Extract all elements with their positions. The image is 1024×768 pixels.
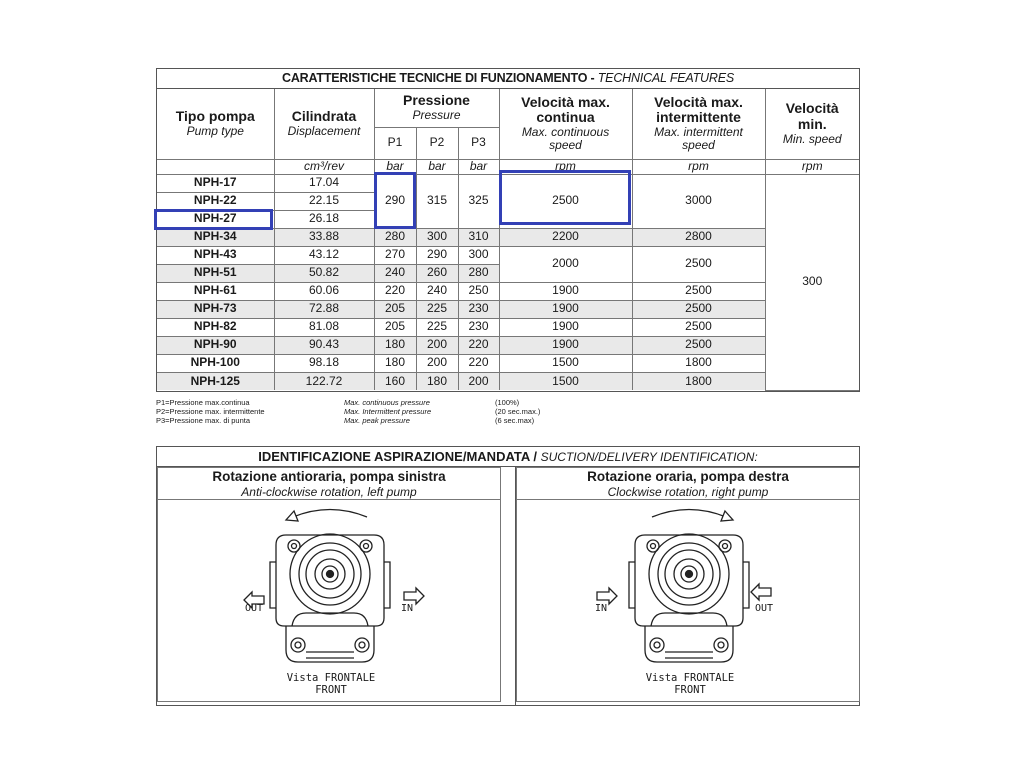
table-row <box>157 354 859 372</box>
cont-speed-cell: 1900 <box>499 300 632 318</box>
pump-type-cell: NPH-34 <box>157 228 274 246</box>
right-pump-drawing <box>516 500 860 702</box>
p1-cell: 220 <box>374 282 416 300</box>
p1-cell: 240 <box>374 264 416 282</box>
pump-type-cell: NPH-73 <box>157 300 274 318</box>
header-pressure-it: Pressione <box>403 92 470 109</box>
table-row <box>157 336 859 354</box>
unit-p1: bar <box>374 159 416 174</box>
header-pump-it: Tipo pompa <box>175 108 255 125</box>
p2-cell: 200 <box>416 336 458 354</box>
p3-cell: 300 <box>458 246 499 264</box>
header-disp-it: Cilindrata <box>291 108 357 125</box>
legend-line: Max. peak pressure <box>344 416 410 425</box>
p2-cell: 260 <box>416 264 458 282</box>
unit-empty <box>157 159 274 174</box>
legend-line: Max. Intermittent pressure <box>344 407 432 416</box>
min-speed-cell: 300 <box>765 174 859 390</box>
inter-speed-cell: 1800 <box>632 372 765 390</box>
ident-title <box>157 447 859 467</box>
table-row <box>157 318 859 336</box>
pump-type-cell: NPH-90 <box>157 336 274 354</box>
displacement-cell: 60.06 <box>274 282 374 300</box>
cont-speed-cell: 1900 <box>499 282 632 300</box>
pump-type-cell: NPH-27 <box>157 210 274 228</box>
out-port-label: OUT <box>755 603 774 614</box>
front-view-caption <box>251 672 411 696</box>
unit-p3: bar <box>458 159 499 174</box>
p1-cell: 205 <box>374 300 416 318</box>
legend-duration <box>495 398 540 425</box>
header-p3: P3 <box>458 127 499 159</box>
suction-delivery-identification <box>156 446 860 706</box>
unit-p2: bar <box>416 159 458 174</box>
cont-speed-cell: 1900 <box>499 318 632 336</box>
p3-cell: 200 <box>458 372 499 390</box>
cont-speed-cell: 2000 <box>499 246 632 282</box>
cont-speed-cell: 2500 <box>499 174 632 228</box>
specs-table <box>157 89 859 391</box>
left-pump-pane <box>157 467 501 702</box>
header-pump-type <box>157 89 274 159</box>
header-disp-en: Displacement <box>287 123 361 138</box>
table-row <box>157 228 859 246</box>
p1-cell: 180 <box>374 336 416 354</box>
pump-front-view-drawing <box>158 500 500 700</box>
header-min-en: Min. speed <box>782 131 842 146</box>
inter-speed-cell: 2500 <box>632 336 765 354</box>
tech-title-it: CARATTERISTICHE TECNICHE DI FUNZIONAMENTO - <box>282 71 595 85</box>
header-max-continuous <box>499 89 632 159</box>
legend-line: P3=Pressione max. di punta <box>156 416 251 425</box>
tech-title-en: TECHNICAL FEATURES <box>597 71 734 85</box>
p2-cell: 225 <box>416 300 458 318</box>
header-inter-en2: speed <box>682 138 715 153</box>
in-port-label: IN <box>595 603 608 614</box>
header-cont-en2: speed <box>549 138 582 153</box>
inter-speed-cell: 2500 <box>632 300 765 318</box>
caption-line: Vista FRONTALE <box>286 672 376 684</box>
p1-cell: 270 <box>374 246 416 264</box>
p3-cell: 230 <box>458 300 499 318</box>
p2-cell: 290 <box>416 246 458 264</box>
pump-type-cell: NPH-61 <box>157 282 274 300</box>
header-pressure <box>374 89 499 127</box>
legend-line: (100%) <box>495 398 520 407</box>
caption-line: FRONT <box>674 684 706 696</box>
in-port-label: IN <box>401 603 414 614</box>
header-min-it1: Velocità <box>785 100 839 117</box>
highlight-box-cont-speed <box>499 170 631 225</box>
p3-cell: 230 <box>458 318 499 336</box>
pump-type-cell: NPH-51 <box>157 264 274 282</box>
pump-type-cell: NPH-125 <box>157 372 274 390</box>
header-min-speed <box>765 89 859 159</box>
inter-speed-cell: 2500 <box>632 246 765 282</box>
header-pump-en: Pump type <box>186 123 244 138</box>
caption-line: FRONT <box>315 684 347 696</box>
header-inter-it1: Velocità max. <box>654 93 743 110</box>
legend-line: P2=Pressione max. intermittente <box>156 407 265 416</box>
left-pump-drawing <box>157 500 501 702</box>
header-p1: P1 <box>374 127 416 159</box>
right-pump-header <box>516 467 860 500</box>
p1-cell: 160 <box>374 372 416 390</box>
header-p2: P2 <box>416 127 458 159</box>
inter-speed-cell: 1800 <box>632 354 765 372</box>
displacement-cell: 90.43 <box>274 336 374 354</box>
legend-line: (6 sec.max) <box>495 416 535 425</box>
caption-line: Vista FRONTALE <box>645 672 735 684</box>
displacement-cell: 122.72 <box>274 372 374 390</box>
inter-speed-cell: 2500 <box>632 318 765 336</box>
table-row <box>157 246 859 264</box>
highlight-box-nph27 <box>154 209 273 230</box>
header-displacement <box>274 89 374 159</box>
p2-cell: 180 <box>416 372 458 390</box>
displacement-cell: 98.18 <box>274 354 374 372</box>
p1-cell: 290 <box>374 174 416 228</box>
front-view-caption <box>610 672 770 696</box>
cont-speed-cell: 1500 <box>499 354 632 372</box>
displacement-cell: 81.08 <box>274 318 374 336</box>
p3-cell: 280 <box>458 264 499 282</box>
p2-cell: 200 <box>416 354 458 372</box>
ident-title-en: SUCTION/DELIVERY IDENTIFICATION: <box>540 450 758 464</box>
cont-speed-cell: 1500 <box>499 372 632 390</box>
cont-speed-cell: 2200 <box>499 228 632 246</box>
header-pressure-en: Pressure <box>412 107 461 122</box>
pump-front-view-drawing <box>517 500 859 700</box>
p1-cell: 205 <box>374 318 416 336</box>
header-cont-en1: Max. continuous <box>521 124 610 139</box>
pump-type-cell: NPH-43 <box>157 246 274 264</box>
unit-inter: rpm <box>632 159 765 174</box>
left-pump-header <box>157 467 501 500</box>
legend-english <box>344 398 431 425</box>
inter-speed-cell: 3000 <box>632 174 765 228</box>
displacement-cell: 72.88 <box>274 300 374 318</box>
header-max-intermittent <box>632 89 765 159</box>
p1-cell: 280 <box>374 228 416 246</box>
pump-type-cell: NPH-22 <box>157 192 274 210</box>
header-cont-it1: Velocità max. <box>521 93 610 110</box>
displacement-cell: 22.15 <box>274 192 374 210</box>
table-row <box>157 300 859 318</box>
unit-disp: cm³/rev <box>274 159 374 174</box>
out-port-label: OUT <box>245 603 264 614</box>
table-row <box>157 282 859 300</box>
displacement-cell: 17.04 <box>274 174 374 192</box>
displacement-cell: 50.82 <box>274 264 374 282</box>
highlight-box-p1 <box>374 172 416 229</box>
pump-type-cell: NPH-82 <box>157 318 274 336</box>
ident-title-it: IDENTIFICAZIONE ASPIRAZIONE/MANDATA / <box>258 449 537 464</box>
header-min-it2: min. <box>797 116 827 133</box>
pump-type-cell: NPH-17 <box>157 174 274 192</box>
right-pump-title: Rotazione oraria, pompa destra <box>587 469 789 484</box>
right-pump-pane <box>516 467 860 702</box>
inter-speed-cell: 2800 <box>632 228 765 246</box>
p3-cell: 220 <box>458 354 499 372</box>
right-pump-subtitle: Clockwise rotation, right pump <box>607 485 769 499</box>
header-inter-it2: intermittente <box>656 109 741 126</box>
p3-cell: 220 <box>458 336 499 354</box>
p3-cell: 250 <box>458 282 499 300</box>
displacement-cell: 33.88 <box>274 228 374 246</box>
legend-line: Max. continuous pressure <box>344 398 430 407</box>
p1-cell: 180 <box>374 354 416 372</box>
p2-cell: 225 <box>416 318 458 336</box>
unit-cont: rpm <box>499 159 632 174</box>
p3-cell: 325 <box>458 174 499 228</box>
displacement-cell: 43.12 <box>274 246 374 264</box>
legend-line: P1=Pressione max.continua <box>156 398 250 407</box>
p3-cell: 310 <box>458 228 499 246</box>
left-pump-subtitle: Anti-clockwise rotation, left pump <box>241 485 417 499</box>
legend-italian <box>156 398 265 425</box>
header-inter-en1: Max. intermittent <box>654 124 743 139</box>
p2-cell: 240 <box>416 282 458 300</box>
legend-line: (20 sec.max.) <box>495 407 541 416</box>
p2-cell: 300 <box>416 228 458 246</box>
left-pump-title: Rotazione antioraria, pompa sinistra <box>212 469 446 484</box>
p2-cell: 315 <box>416 174 458 228</box>
inter-speed-cell: 2500 <box>632 282 765 300</box>
header-cont-it2: continua <box>536 109 595 126</box>
tech-title <box>157 69 859 89</box>
unit-min: rpm <box>765 159 859 174</box>
cont-speed-cell: 1900 <box>499 336 632 354</box>
displacement-cell: 26.18 <box>274 210 374 228</box>
table-row <box>157 372 859 390</box>
pump-type-cell: NPH-100 <box>157 354 274 372</box>
